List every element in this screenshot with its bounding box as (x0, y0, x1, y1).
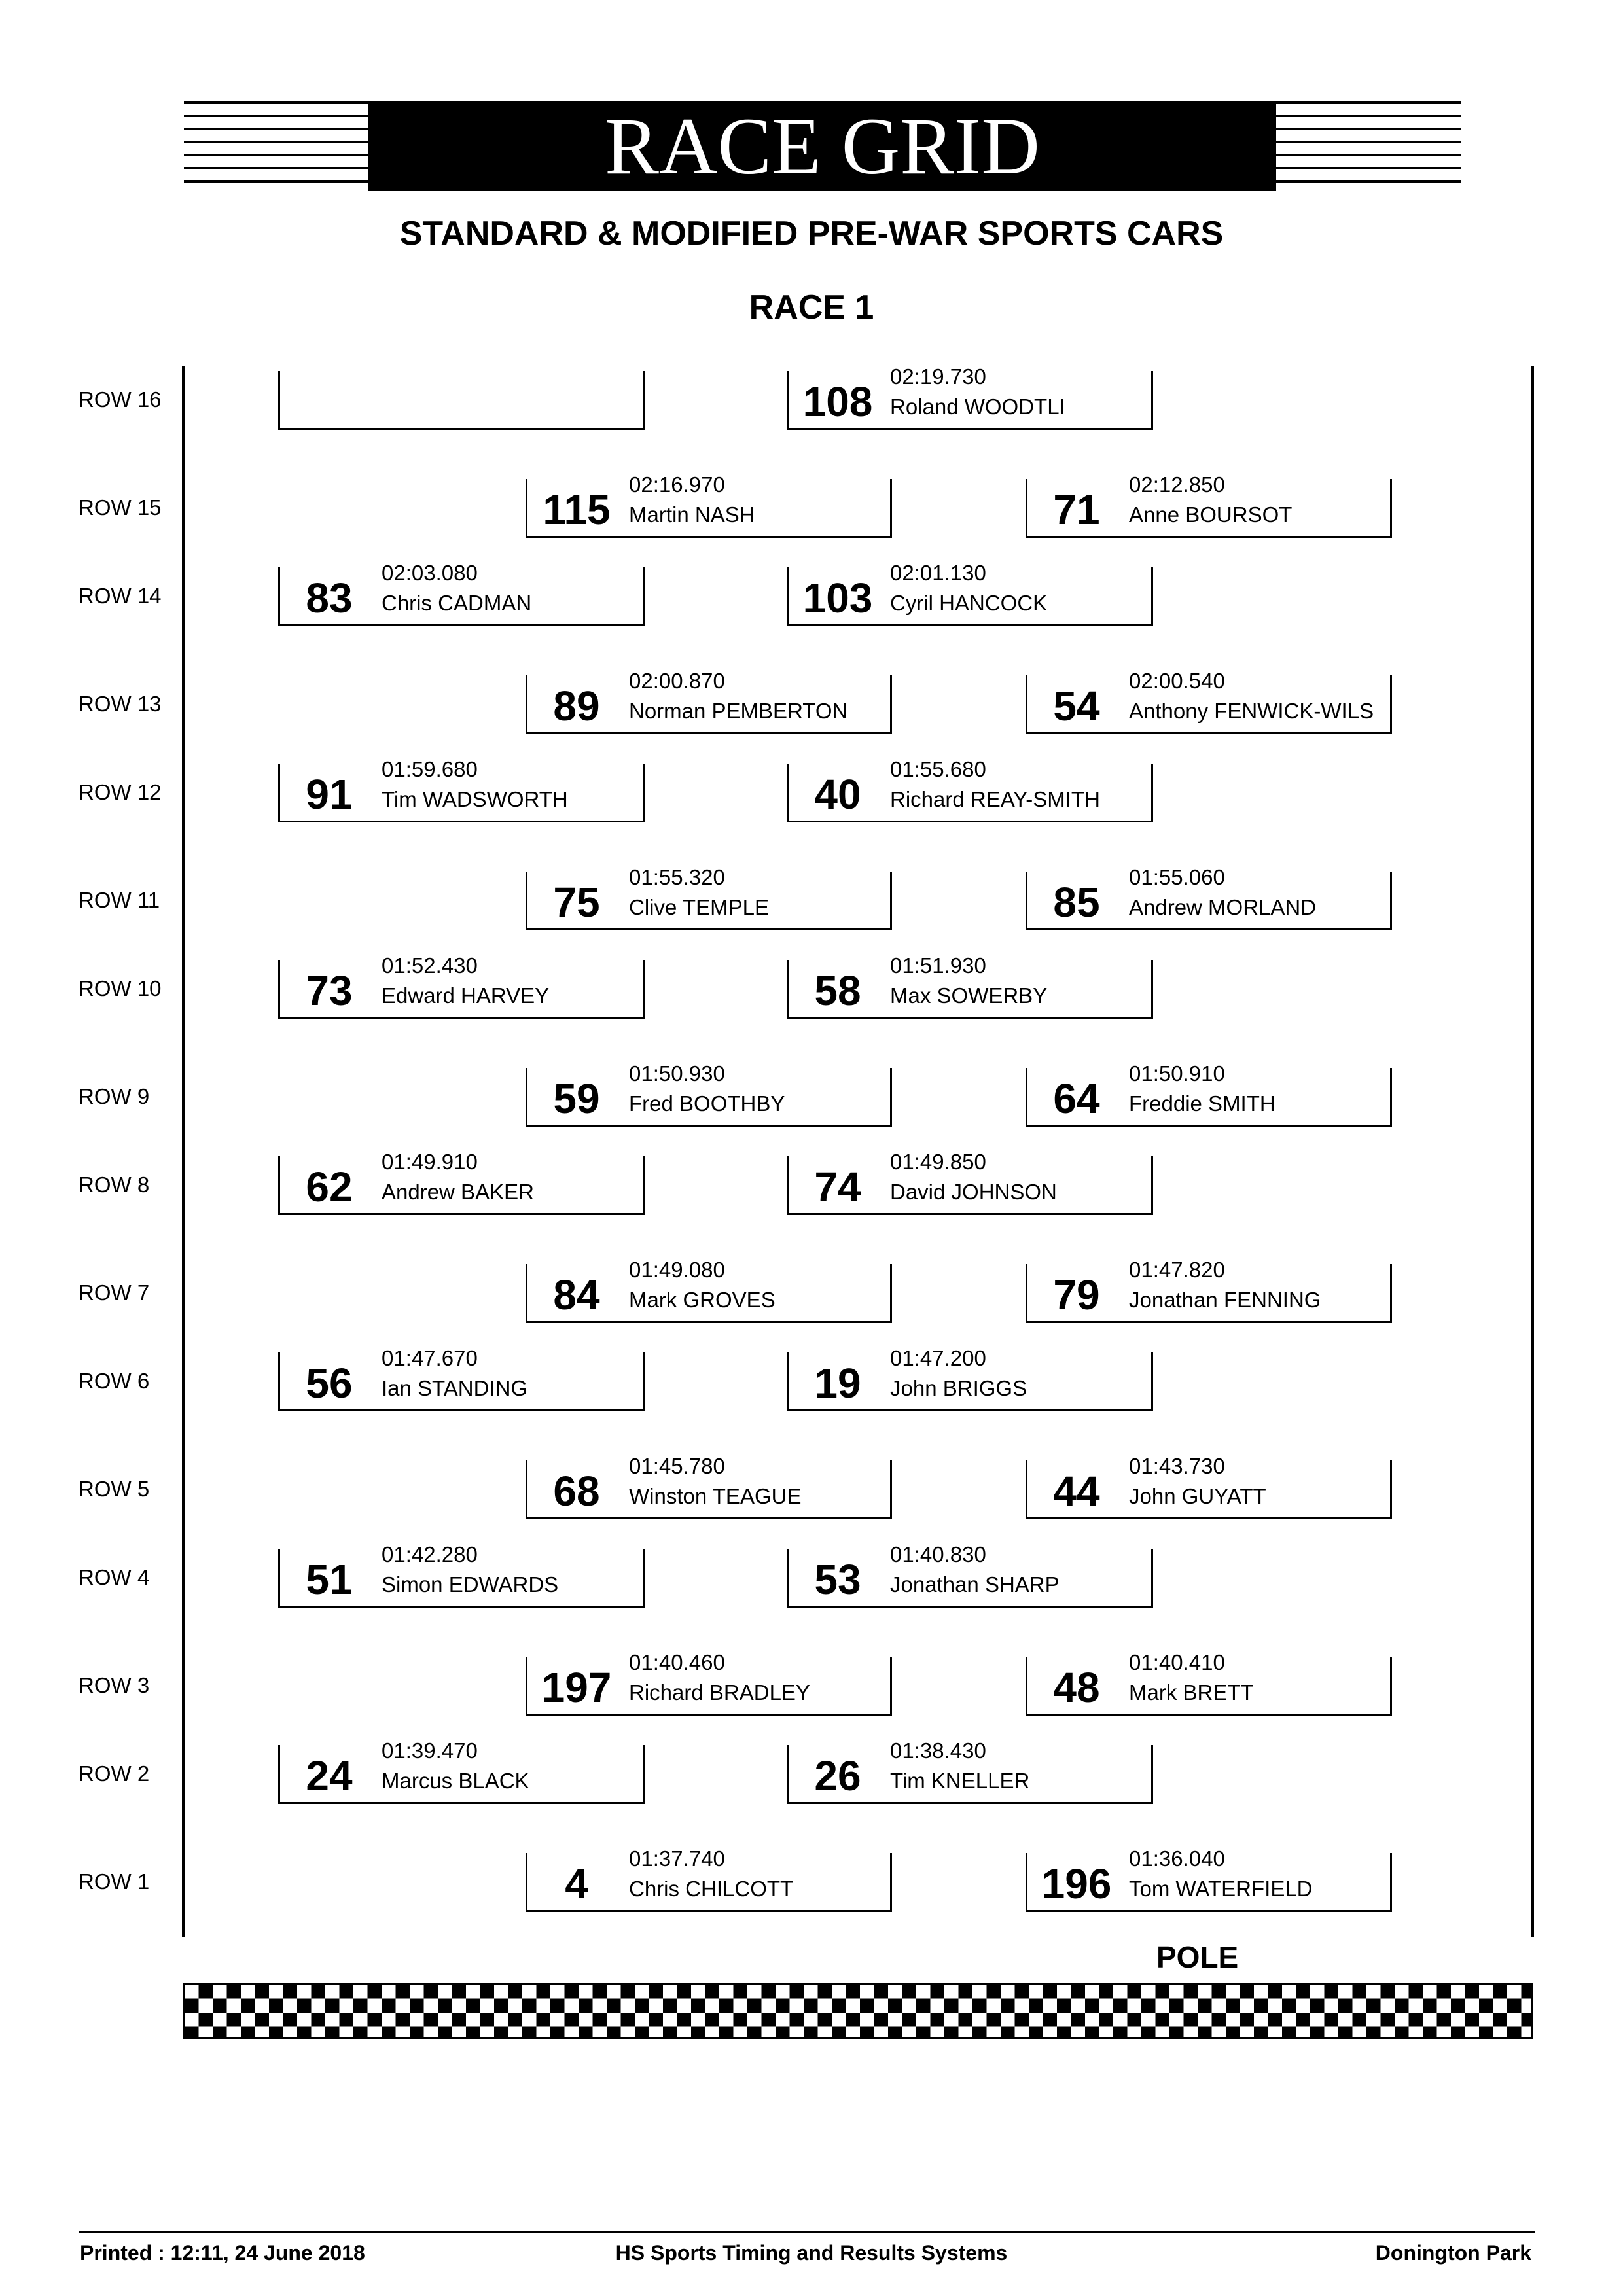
lap-time: 01:36.040 (1129, 1846, 1225, 1871)
driver-name: Edward HARVEY (382, 983, 550, 1008)
car-number: 64 (1053, 1075, 1100, 1122)
car-number: 74 (814, 1163, 861, 1210)
lap-time: 01:40.830 (890, 1542, 986, 1566)
lap-time: 01:55.680 (890, 757, 986, 781)
header-stripes-right (1276, 101, 1461, 191)
car-number: 19 (814, 1360, 861, 1407)
car-number: 115 (543, 486, 611, 533)
row-label: ROW 15 (79, 495, 162, 520)
car-number: 79 (1053, 1271, 1100, 1318)
car-number: 4 (565, 1860, 588, 1907)
lap-time: 01:51.930 (890, 953, 986, 978)
driver-name: Chris CADMAN (382, 591, 532, 615)
grid-slot (787, 1346, 1153, 1411)
car-number: 108 (802, 378, 873, 425)
car-number: 89 (553, 682, 600, 730)
grid-slot (1026, 1650, 1392, 1716)
car-number: 56 (306, 1360, 353, 1407)
car-number: 103 (802, 574, 873, 622)
driver-name: Max SOWERBY (890, 983, 1048, 1008)
driver-name: Clive TEMPLE (629, 895, 769, 919)
driver-name: Roland WOODTLI (890, 395, 1065, 419)
driver-name: Richard BRADLEY (629, 1680, 810, 1704)
car-number: 54 (1053, 682, 1100, 730)
row-label: ROW 7 (79, 1280, 150, 1305)
driver-name: David JOHNSON (890, 1180, 1057, 1204)
footer-venue: Donington Park (1375, 2241, 1531, 2265)
driver-name: John GUYATT (1129, 1484, 1266, 1508)
lap-time: 02:01.130 (890, 561, 986, 585)
header-stripes-left (184, 101, 368, 191)
grid-slot (278, 371, 645, 430)
grid-slot (787, 757, 1153, 822)
grid-slot (526, 1258, 892, 1323)
lap-time: 01:47.200 (890, 1346, 986, 1370)
footer-company: HS Sports Timing and Results Systems (615, 2241, 1008, 2265)
driver-name: Martin NASH (629, 503, 755, 527)
driver-name: Tim WADSWORTH (382, 787, 568, 811)
row-label: ROW 4 (79, 1565, 150, 1589)
grid-slot (526, 1650, 892, 1716)
car-number: 51 (306, 1556, 353, 1603)
row-label: ROW 2 (79, 1761, 150, 1786)
driver-name: John BRIGGS (890, 1376, 1027, 1400)
driver-name: Marcus BLACK (382, 1769, 529, 1793)
driver-name: Mark GROVES (629, 1288, 776, 1312)
car-number: 75 (553, 879, 600, 926)
page-title: RACE GRID (368, 101, 1276, 191)
grid-slot (278, 953, 645, 1019)
grid-slot (526, 472, 892, 538)
lap-time: 01:49.910 (382, 1150, 478, 1174)
driver-name: Richard REAY-SMITH (890, 787, 1100, 811)
car-number: 58 (814, 967, 861, 1014)
car-number: 83 (306, 574, 353, 622)
grid-slot (787, 364, 1153, 430)
car-number: 73 (306, 967, 353, 1014)
car-number: 197 (541, 1664, 612, 1711)
grid-slot (1026, 1258, 1392, 1323)
lap-time: 01:45.780 (629, 1454, 725, 1478)
row-label: ROW 5 (79, 1477, 150, 1501)
lap-time: 01:42.280 (382, 1542, 478, 1566)
lap-time: 01:37.740 (629, 1846, 725, 1871)
car-number: 85 (1053, 879, 1100, 926)
lap-time: 01:59.680 (382, 757, 478, 781)
driver-name: Mark BRETT (1129, 1680, 1254, 1704)
grid-slot (278, 561, 645, 626)
grid-slot (1026, 1454, 1392, 1519)
lap-time: 01:47.820 (1129, 1258, 1225, 1282)
row-label: ROW 13 (79, 692, 162, 716)
row-label: ROW 9 (79, 1084, 150, 1108)
lap-time: 02:00.870 (629, 669, 725, 693)
grid-slot (1026, 1061, 1392, 1127)
driver-name: Tim KNELLER (890, 1769, 1030, 1793)
lap-time: 01:40.410 (1129, 1650, 1225, 1674)
lap-time: 01:50.930 (629, 1061, 725, 1086)
driver-name: Andrew BAKER (382, 1180, 534, 1204)
car-number: 44 (1053, 1468, 1100, 1515)
car-number: 59 (553, 1075, 600, 1122)
lap-time: 01:55.060 (1129, 865, 1225, 889)
grid-slot (787, 561, 1153, 626)
lap-time: 01:52.430 (382, 953, 478, 978)
lap-time: 01:49.850 (890, 1150, 986, 1174)
row-label: ROW 10 (79, 976, 162, 1000)
row-label: ROW 16 (79, 387, 162, 412)
driver-name: Freddie SMITH (1129, 1091, 1275, 1116)
car-number: 91 (306, 771, 353, 818)
driver-name: Tom WATERFIELD (1129, 1877, 1313, 1901)
event-subtitle: STANDARD & MODIFIED PRE-WAR SPORTS CARS (399, 215, 1224, 253)
car-number: 68 (553, 1468, 600, 1515)
grid-slot (526, 1846, 892, 1912)
lap-time: 01:49.080 (629, 1258, 725, 1282)
lap-time: 01:38.430 (890, 1739, 986, 1763)
grid-slot (526, 1454, 892, 1519)
car-number: 196 (1041, 1860, 1112, 1907)
driver-name: Ian STANDING (382, 1376, 528, 1400)
grid-slot (278, 1739, 645, 1804)
lap-time: 01:47.670 (382, 1346, 478, 1370)
row-label: ROW 12 (79, 780, 162, 804)
car-number: 71 (1053, 486, 1100, 533)
footer-printed: Printed : 12:11, 24 June 2018 (80, 2241, 365, 2265)
driver-name: Anthony FENWICK-WILS (1129, 699, 1374, 723)
driver-name: Chris CHILCOTT (629, 1877, 794, 1901)
grid-slot (787, 1150, 1153, 1215)
grid-slot (787, 1542, 1153, 1608)
driver-name: Simon EDWARDS (382, 1572, 559, 1597)
race-label: RACE 1 (749, 289, 874, 327)
driver-name: Anne BOURSOT (1129, 503, 1293, 527)
car-number: 48 (1053, 1664, 1100, 1711)
checkered-flag (183, 1983, 1533, 2039)
grid-slot (1026, 669, 1392, 734)
driver-name: Fred BOOTHBY (629, 1091, 785, 1116)
lap-time: 01:50.910 (1129, 1061, 1225, 1086)
car-number: 84 (553, 1271, 600, 1318)
driver-name: Cyril HANCOCK (890, 591, 1048, 615)
lap-time: 01:40.460 (629, 1650, 725, 1674)
lap-time: 02:12.850 (1129, 472, 1225, 497)
grid-slot (1026, 1846, 1392, 1912)
car-number: 53 (814, 1556, 861, 1603)
driver-name: Jonathan FENNING (1129, 1288, 1321, 1312)
grid-slot (1026, 472, 1392, 538)
driver-name: Winston TEAGUE (629, 1484, 802, 1508)
lap-time: 01:43.730 (1129, 1454, 1225, 1478)
grid-slot (1026, 865, 1392, 930)
driver-name: Jonathan SHARP (890, 1572, 1060, 1597)
driver-name: Andrew MORLAND (1129, 895, 1317, 919)
grid-slot (278, 1150, 645, 1215)
row-label: ROW 8 (79, 1173, 150, 1197)
lap-time: 02:16.970 (629, 472, 725, 497)
grid-slot (787, 1739, 1153, 1804)
pole-label: POLE (1156, 1940, 1239, 1974)
car-number: 62 (306, 1163, 353, 1210)
row-label: ROW 14 (79, 584, 162, 608)
row-label: ROW 11 (79, 888, 160, 912)
grid-slot (278, 1346, 645, 1411)
lap-time: 01:39.470 (382, 1739, 478, 1763)
grid-right-line (1531, 366, 1534, 1937)
grid-slot (526, 1061, 892, 1127)
grid-slot (278, 757, 645, 822)
lap-time: 01:55.320 (629, 865, 725, 889)
car-number: 26 (814, 1752, 861, 1799)
grid-slot (787, 953, 1153, 1019)
footer-divider (79, 2231, 1535, 2233)
row-label: ROW 1 (79, 1869, 150, 1894)
grid-slot (526, 669, 892, 734)
lap-time: 02:19.730 (890, 364, 986, 389)
lap-time: 02:03.080 (382, 561, 478, 585)
driver-name: Norman PEMBERTON (629, 699, 848, 723)
car-number: 40 (814, 771, 861, 818)
car-number: 24 (306, 1752, 353, 1799)
lap-time: 02:00.540 (1129, 669, 1225, 693)
row-label: ROW 3 (79, 1673, 150, 1697)
grid-slot (278, 1542, 645, 1608)
grid-slot (526, 865, 892, 930)
row-label: ROW 6 (79, 1369, 150, 1393)
